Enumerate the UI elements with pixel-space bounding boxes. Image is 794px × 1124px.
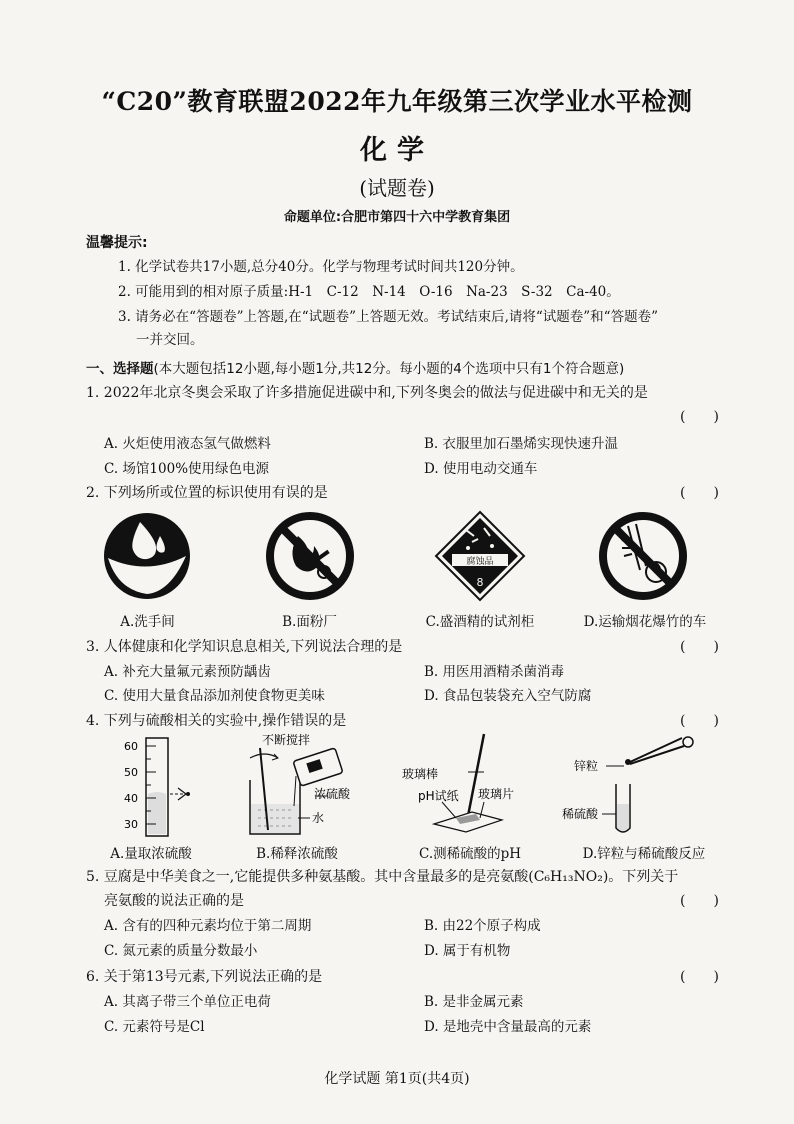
label-stirring: 不断搅拌 [262,733,311,747]
q2-caption-b: B.面粉厂 [282,614,337,630]
q5-option-b: B. 由22个原子构成 [424,918,541,934]
tip-2: 2. 可能用到的相对原子质量:H-1 C-12 N-14 O-16 Na-23 S-32 Ca-40。 [118,284,620,300]
q5-stem-line-1: 5. 豆腐是中华美食之一,它能提供多种氨基酸。其中含量最多的是亮氨酸(C₆H₁₃NO₂)。下列关于 [86,869,679,885]
q3-answer-paren: ( ) [680,639,719,655]
q4-caption-a: A.量取浓硫酸 [110,846,192,862]
q1-option-c: C. 场馆100%使用绿色电源 [104,461,270,477]
sign-b-no-fire-icon [270,516,350,596]
q6-option-a: A. 其离子带三个单位正电荷 [104,994,271,1010]
q1-stem: 1. 2022年北京冬奥会采取了许多措施促进碳中和,下列冬奥会的做法与促进碳中和无关的是 [86,385,648,401]
zinc-acid-icon [562,737,693,832]
q5-option-a: A. 含有的四种元素均位于第二周期 [104,918,312,934]
q1-option-a: A. 火炬使用液态氢气做燃料 [104,436,271,452]
label-glass-rod: 玻璃棒 [402,767,439,781]
label-ph-paper: pH试纸 [418,789,459,803]
ph-test-icon [402,734,514,832]
label-zinc: 锌粒 [574,759,599,773]
q5-option-c: C. 氮元素的质量分数最小 [104,943,258,959]
q4-caption-c: C.测稀硫酸的pH [418,846,522,862]
q2-signs [100,510,700,606]
q4-stem: 4. 下列与硫酸相关的实验中,操作错误的是 [86,713,347,729]
section-note: (本大题包括12小题,每小题1分,共12分。每小题的4个选项中只有1个符合题意) [153,361,625,377]
q6-stem: 6. 关于第13号元素,下列说法正确的是 [86,969,323,985]
q4-caption-b: B.稀释浓硫酸 [256,846,338,862]
q5-stem-line-2: 亮氨酸的说法正确的是 [104,893,244,909]
q5-option-d: D. 属于有机物 [424,943,511,959]
q3-option-d: D. 食品包装袋充入空气防腐 [424,688,592,704]
q2-caption-d: D.运输烟花爆竹的车 [583,614,707,630]
section-heading [86,357,624,377]
q2-answer-paren: ( ) [680,485,719,501]
q3-stem: 3. 人体健康和化学知识息息相关,下列说法合理的是 [86,639,403,655]
q6-option-d: D. 是地壳中含量最高的元素 [424,1019,592,1035]
graduated-cylinder-icon [124,738,190,836]
tip-3-cont: 一并交回。 [136,332,204,348]
beaker-dilution-icon [250,732,351,834]
cylinder-tick-50: 50 [124,766,138,779]
q6-option-b: B. 是非金属元素 [424,994,524,1010]
q2-caption-c: C.盛酒精的试剂柜 [425,614,535,630]
sign-c-corrosive-icon [436,512,524,600]
page-footer: 化学试题 第1页(共4页) [324,1071,470,1087]
subject-title: 化学 [360,135,434,166]
sign-d-no-fireworks-icon [603,516,683,596]
section-title: 一、选择题 [86,361,154,377]
exam-title: “C20”教育联盟2022年九年级第三次学业水平检测 [101,87,693,116]
q4-apparatus [100,732,720,838]
tip-1: 1. 化学试卷共17小题,总分40分。化学与物理考试时间共120分钟。 [118,259,524,275]
q1-option-b: B. 衣服里加石墨烯实现快速升温 [424,436,619,452]
label-dilute-sulfuric-acid: 稀硫酸 [562,807,599,821]
cylinder-tick-40: 40 [124,792,138,805]
q3-option-a: A. 补充大量氟元素预防龋齿 [104,664,271,680]
q6-option-c: C. 元素符号是Cl [104,1019,205,1035]
q6-answer-paren: ( ) [680,969,719,985]
label-water: 水 [312,811,325,825]
q2-stem: 2. 下列场所或位置的标识使用有误的是 [86,485,328,501]
q4-answer-paren: ( ) [680,713,719,729]
sign-a-washroom-icon [104,513,190,599]
sign-c-label: 腐蚀品 [466,557,494,567]
q4-caption-d: D.锌粒与稀硫酸反应 [582,846,706,862]
label-conc-sulfuric-acid: 浓硫酸 [314,787,351,801]
label-glass-slide: 玻璃片 [478,787,515,801]
q5-answer-paren: ( ) [680,893,719,909]
q2-caption-a: A.洗手间 [120,614,175,630]
q1-option-d: D. 使用电动交通车 [424,461,538,477]
paper-type: (试题卷) [359,176,435,200]
tip-3: 3. 请务必在“答题卷”上答题,在“试题卷”上答题无效。考试结束后,请将“试题卷”和“答题卷” [118,309,658,325]
tips-heading: 温馨提示: [86,235,148,251]
q3-option-b: B. 用医用酒精杀菌消毒 [424,664,565,680]
cylinder-tick-30: 30 [124,818,138,831]
q3-option-c: C. 使用大量食品添加剂使食物更美味 [104,688,325,704]
sign-c-number: 8 [476,576,484,589]
author-line: 命题单位:合肥市第四十六中学教育集团 [283,210,511,225]
q1-answer-paren: ( ) [680,409,719,425]
cylinder-tick-60: 60 [124,740,138,753]
